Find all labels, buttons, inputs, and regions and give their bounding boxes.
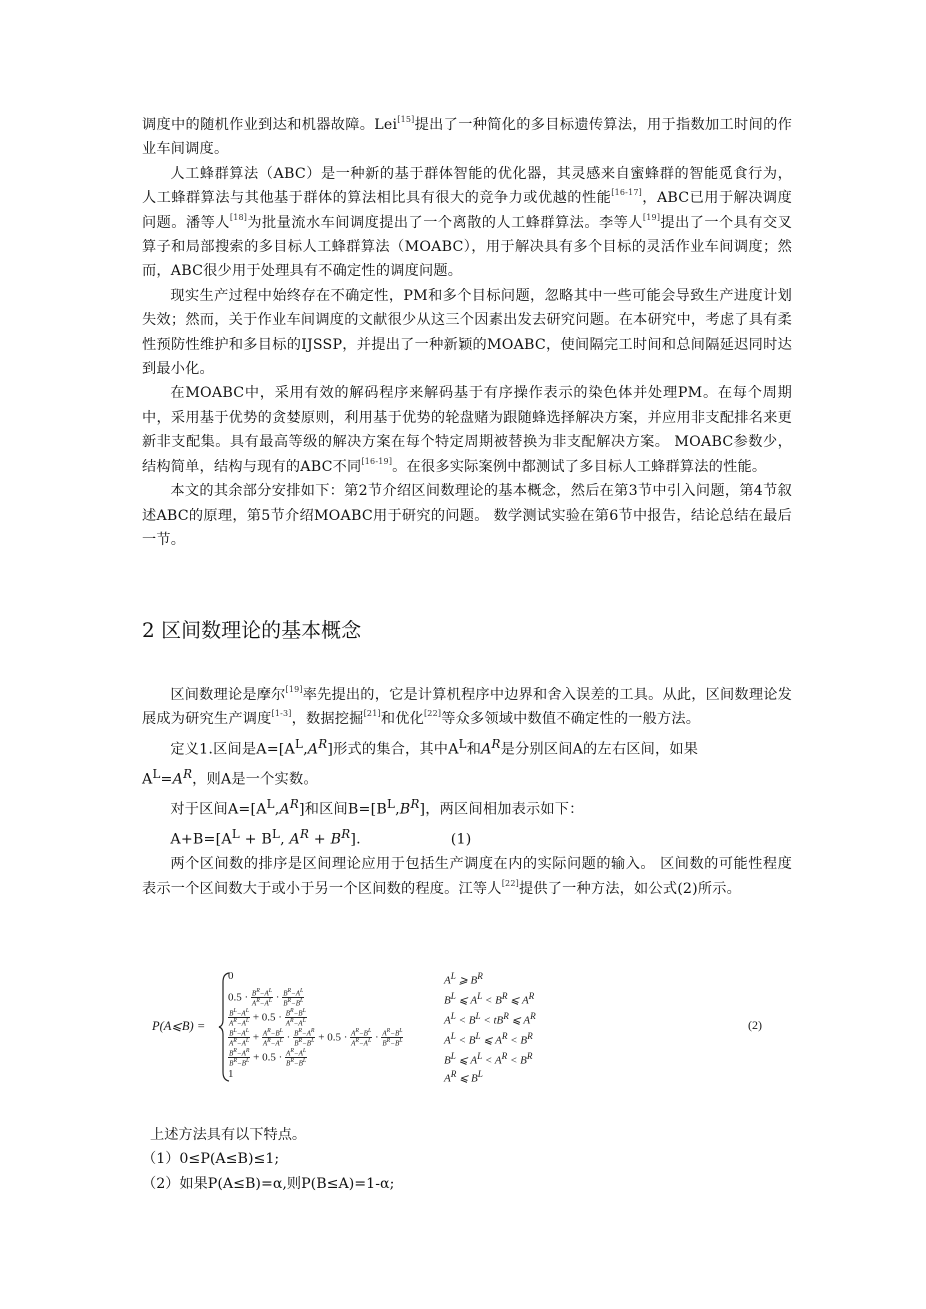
text: A+B=[ [170,831,222,848]
property-item: （1）0≤P(A≤B)≤1; [142,1151,280,1168]
text: ，数据挖掘 [291,711,364,728]
paragraph-4 [142,381,792,479]
equation-2 [152,968,772,1088]
case-2: 0.5 · $\frac{B^R-A^L}{A^R-A^L}$ · $\frac{B^R-A^L}{B^R-B^L}$ [228,988,304,1008]
text: 定义1.区间是A=[ [170,741,285,758]
condition-2: $B^L$ ⩽ $A^L < B^R$ ⩽ $A^R$ [444,991,535,1007]
citation: [15] [397,115,415,124]
paragraph-2 [142,162,792,284]
text: 区间数理论是摩尔 [170,687,286,703]
interval-sum-intro: 对于区间$A=[A^L,A^R]$和区间$B=[B^L,B^R]$，两区间相加表示如下： [170,797,584,818]
text: ]. [350,831,361,848]
text: 率先提出的，它是计算机程序中边界和舍入误差的工具。从此，区间数理论发展成为研究生产调度 [142,687,792,728]
text: 两个区间数的排序是区间理论应用于包括生产调度在内的实际问题的输入。 区间数的可能性程度表示一个区间数大于或小于另一个区间数的程度。江等人 [142,856,792,897]
text: ]，两区间相加表示如下： [419,801,584,818]
case-1: 0 [228,970,234,982]
equation-number: (1) [450,831,472,848]
text: ，则A是一个实数。 [192,771,318,788]
paragraph-5: 本文的其余部分安排如下：第2节介绍区间数理论的基本概念，然后在第3节中引入问题，第4节叙述ABC的原理，第5节介绍MOABC用于研究的问题。 数学测试实验在第6节中报告，结论总结在最后一节。 [142,483,792,548]
text: 。在很多实际案例中都测试了多目标人工蜂群算法的性能。 [392,458,767,475]
text: ，ABC已用于解决调度问题。潘等人 [142,190,792,231]
equation-number: (2) [748,1018,762,1032]
citation: [21] [363,709,381,719]
case-4: $\frac{B^L-A^L}{A^R-A^L}$ + $\frac{A^R-B^L}{A^R-A^L}$ · $\frac{B^R-A^R}{B^R-B^L}$ + 0.5 · $\frac{A^R-B^L}{A^R-A^L}$ · $\frac{A^R-B^L}{B^R-B^L}$ [229,1028,403,1048]
citation: [18] [229,212,248,222]
section-heading: 2 区间数理论的基本概念 [142,618,362,642]
text: 对于区间A=[ [170,801,257,818]
text: 在MOABC中，采用有效的解码程序来解码基于有序操作表示的染色体并处理PM。在每个周期中，采用基于优势的贪婪原则，利用基于优势的轮盘赌为跟随蜂选择解决方案，并应用非支配排名来更新非支配集。具有最高等级的解决方案在每个特定周期被替换为非支配解决方案。 MOABC参数少，结构简单，结构与现有的ABC不同 [142,385,792,475]
formula-lhs: P(A⩽B) = [152,1019,206,1033]
text: 提出了一种简化的多目标遗传算法，用于指数加工时间的作业车间调度。 [142,117,793,158]
citation: [1-3] [271,709,292,719]
text: 等众多领域中数值不确定性的一般方法。 [441,711,701,728]
text: 提出了一个具有交叉算子和局部搜索的多目标人工蜂群算法（MOABC），用于解决具有多个目标的灵活作业车间调度；然而，ABC很少用于处理具有不确定性的调度问题。 [142,214,792,280]
text: 调度中的随机作业到达和机器故障。Lei [142,117,398,133]
citation: [16-19] [361,456,393,466]
citation: [19] [285,685,303,694]
paragraph-interval-intro [142,683,792,732]
citation: [22] [501,878,519,888]
properties-list [142,1123,792,1196]
property-item: （2）如果P(A≤B)=α,则P(B≤A)=1-α; [142,1175,395,1192]
paragraph-possibility [142,852,792,901]
condition-5: $B^L$ ⩽ $A^L < A^R < B^R$ [444,1051,533,1067]
condition-3: $A^L < B^L < tB^R$ ⩽ $A^R$ [444,1011,536,1027]
condition-6: $A^R$ ⩽ $B^L$ [444,1069,483,1085]
paragraph-3: 现实生产过程中始终存在不确定性，PM和多个目标问题，忽略其中一些可能会导致生产进度计划失效；然而，关于作业车间调度的文献很少从这三个因素出发去研究问题。在本研究中，考虑了具有柔性预防性维护和多目标的IJSSP，并提出了一种新颖的MOABC，使间隔完工时间和总间隔延迟同时达到最小化。 [142,287,792,378]
intro-body [142,113,792,552]
case-6: 1 [228,1068,234,1080]
definition-1: 定义1.区间是$A=[A^L,A^R]$形式的集合，其中$A^L$和$A^R$是分别区间A的左右区间，如果 $A^L=A^R$，则A是一个实数。 [142,736,699,788]
properties-intro: 上述方法具有以下特点。 [150,1127,307,1143]
condition-1: $A^L$ ⩾ $B^R$ [444,971,483,987]
paragraph-1 [142,113,792,162]
text: 和 [466,741,482,758]
text: 是分别区间A的左右区间，如果 [500,741,699,758]
text: 为批量流水车间调度提出了一个离散的人工蜂群算法。李等人 [247,214,643,231]
citation: [19] [642,212,661,222]
text: 和优化 [380,711,424,728]
citation: [22] [423,709,442,719]
section-2-body [142,683,792,901]
text: 人工蜂群算法（ABC）是一种新的基于群体智能的优化器，其灵感来自蜜蜂群的智能觅食行为，人工蜂群算法与其他基于群体的算法相比具有很大的竞争力或优越的性能 [142,165,792,207]
condition-4: $A^L < B^L$ ⩽ $A^R < B^R$ [444,1031,533,1047]
case-5: $\frac{B^R-A^R}{B^R-B^L}$ + 0.5 · $\frac{A^R-A^L}{B^R-B^L}$ [229,1048,307,1068]
text: ]形式的集合，其中 [327,741,449,758]
text: 0.5 · [228,991,249,1004]
text: 提供了一种方法，如公式(2)所示。 [518,880,742,897]
equation-1: $A+B=[A^L + B^L$, $A^R + B^R$]. (1) [170,827,472,848]
case-3: $\frac{B^L-A^L}{A^R-A^L}$ + 0.5 · $\frac{B^R-B^L}{A^R-A^L}$ [229,1008,306,1028]
citation: [16-17] [611,188,642,198]
text: ]和区间B=[ [299,801,377,818]
